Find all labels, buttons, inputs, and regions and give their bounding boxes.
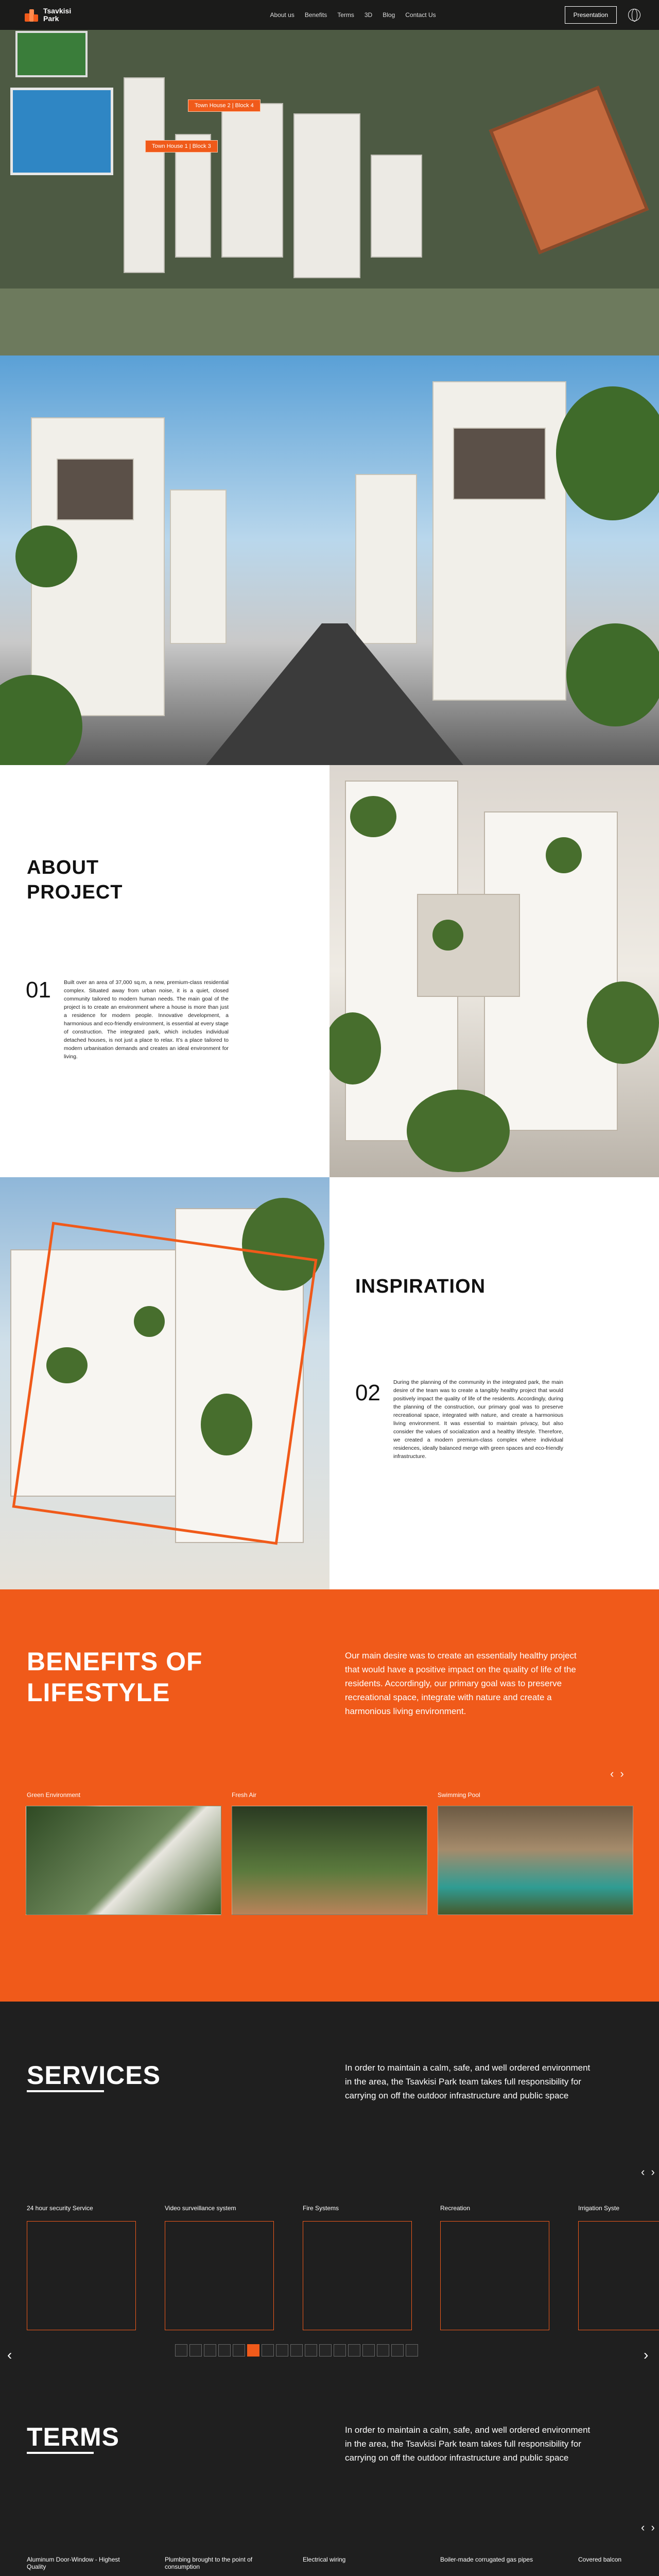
road (206, 623, 463, 765)
terms-title: TERMS (27, 2422, 119, 2451)
prev-arrow-icon[interactable]: ‹ (641, 2521, 645, 2534)
inspiration-title: INSPIRATION (355, 1276, 486, 1297)
service-card[interactable] (303, 2221, 412, 2330)
nav-terms[interactable]: Terms (337, 11, 354, 19)
service-card[interactable] (578, 2221, 659, 2330)
service-card[interactable] (27, 2221, 136, 2330)
green-path (0, 289, 659, 355)
next-arrow-icon[interactable]: › (620, 1767, 624, 1780)
window (453, 428, 546, 500)
next-arrow-icon[interactable]: › (651, 2165, 655, 2178)
pagination (175, 2344, 418, 2357)
service-card[interactable] (165, 2221, 274, 2330)
service-label: Irrigation Syste (578, 2205, 620, 2212)
benefits-title-line2: LIFESTYLE (27, 1678, 170, 1707)
hero-aerial (0, 0, 659, 355)
card-label: Green Environment (27, 1791, 81, 1799)
term-label: Electrical wiring (303, 2556, 346, 2563)
swimming-pool-image[interactable] (438, 1806, 633, 1915)
building-block (293, 113, 360, 278)
green-environment-image[interactable] (26, 1806, 221, 1915)
service-label: 24 hour security Service (27, 2205, 93, 2212)
building-block (221, 103, 283, 258)
tennis-court (15, 31, 88, 77)
facade (170, 489, 227, 644)
inspiration-number: 02 (355, 1380, 380, 1405)
presentation-button[interactable]: Presentation (565, 6, 617, 24)
tree (15, 526, 77, 587)
inspiration-image (0, 1177, 330, 1589)
map-tag-block3[interactable]: Town House 1 | Block 3 (145, 140, 218, 152)
fresh-air-image[interactable] (232, 1806, 427, 1915)
site-header (0, 0, 659, 30)
tree (566, 623, 659, 726)
prev-arrow-icon[interactable]: ‹ (610, 1767, 614, 1780)
benefits-section (0, 1589, 659, 2002)
main-nav (270, 11, 436, 19)
next-page-icon[interactable]: › (644, 2347, 649, 2363)
nav-contact[interactable]: Contact Us (405, 11, 436, 19)
service-card[interactable] (440, 2221, 549, 2330)
term-label: Aluminum Door-Window - Highest Quality (27, 2556, 120, 2570)
title-underline (27, 2090, 104, 2092)
window (57, 459, 134, 520)
prev-arrow-icon[interactable]: ‹ (641, 2165, 645, 2178)
logo-mark-icon (24, 7, 39, 23)
term-label: Covered balcon (578, 2556, 622, 2563)
title-underline (27, 2452, 94, 2454)
card-label: Swimming Pool (438, 1791, 480, 1799)
about-title-line2: PROJECT (27, 882, 123, 903)
about-text: Built over an area of 37,000 sq.m, a new, premium-class residential complex. Situated away from urban noise, it is a quiet, closed community tailored to modern human needs. The main goal of the project is to create an environment where a house is more than just a residence for modern people. Innovative development, a harmonious and eco-friendly environment, is essential at every stage of construction. The integrated park, which includes individual detached houses, is not just a place to relax. It’s a place tailored to modern urbanisation demands and creates an ideal environment for living. (64, 979, 229, 1060)
services-section (0, 2002, 659, 2414)
building-block (175, 134, 211, 258)
term-label: Plumbing brought to the point of consumption (165, 2556, 253, 2570)
building-block (124, 77, 165, 273)
street-render (0, 355, 659, 765)
nav-blog[interactable]: Blog (383, 11, 395, 19)
service-label: Video surveillance system (165, 2205, 236, 2212)
sports-court (10, 88, 113, 175)
services-title: SERVICES (27, 2061, 161, 2090)
nav-3d[interactable]: 3D (364, 11, 373, 19)
roof-cluster (489, 86, 649, 254)
terms-section (0, 2414, 659, 2576)
benefits-title-line1: BENEFITS OF (27, 1647, 203, 1676)
inspiration-text: During the planning of the community in the integrated park, the main desire of the team was to create a tangibly healthy project that would positively impact the quality of life of the residents. Accordingly, during the planning of the construction, our primary goal was to preserve recreational space, integrated with nature, and create a harmonious living environment. It was essential to maintain privacy, but also consider the values of socialization and a healthy lifestyle. Therefore, we created a modern premium-class complex where individual residences, ideally balanced merge with green spaces and eco-friendly infrastructure. (393, 1379, 563, 1460)
about-section (0, 765, 659, 1177)
logo-name-line2: Park (43, 14, 59, 23)
about-image (330, 765, 659, 1177)
orange-frame (12, 1222, 318, 1545)
inspiration-section (0, 1177, 659, 1589)
prev-page-icon[interactable]: ‹ (7, 2347, 12, 2363)
map-tag-block4[interactable]: Town House 2 | Block 4 (188, 99, 261, 112)
service-label: Recreation (440, 2205, 471, 2212)
facade (355, 474, 417, 644)
services-text: In order to maintain a calm, safe, and well ordered environment in the area, the Tsavkisi Park team takes full responsibility for carrying on off the outdoor infrastructure and public space (345, 2063, 591, 2100)
service-label: Fire Systems (303, 2205, 339, 2212)
logo-name-line1: Tsavkisi (43, 7, 72, 15)
next-arrow-icon[interactable]: › (651, 2521, 655, 2534)
logo[interactable] (24, 7, 71, 23)
tree (556, 386, 659, 520)
globe-icon[interactable] (628, 9, 640, 21)
about-title-line1: ABOUT (27, 857, 99, 878)
card-label: Fresh Air (232, 1791, 257, 1799)
benefits-text: Our main desire was to create an essentially healthy project that would have a positive impact on the quality of life of the residents. Accordingly, our primary goal was to preserve recreational space, integrate with nature and create a harmonious living environment. (345, 1651, 577, 1716)
term-label: Boiler-made corrugated gas pipes (440, 2556, 533, 2563)
nav-benefits[interactable]: Benefits (304, 11, 327, 19)
nav-about[interactable]: About us (270, 11, 294, 19)
about-number: 01 (26, 977, 51, 1003)
building-block (371, 155, 422, 258)
terms-text: In order to maintain a calm, safe, and well ordered environment in the area, the Tsavkisi Park team takes full responsibility for carrying on off the outdoor infrastructure and public space (345, 2425, 591, 2463)
